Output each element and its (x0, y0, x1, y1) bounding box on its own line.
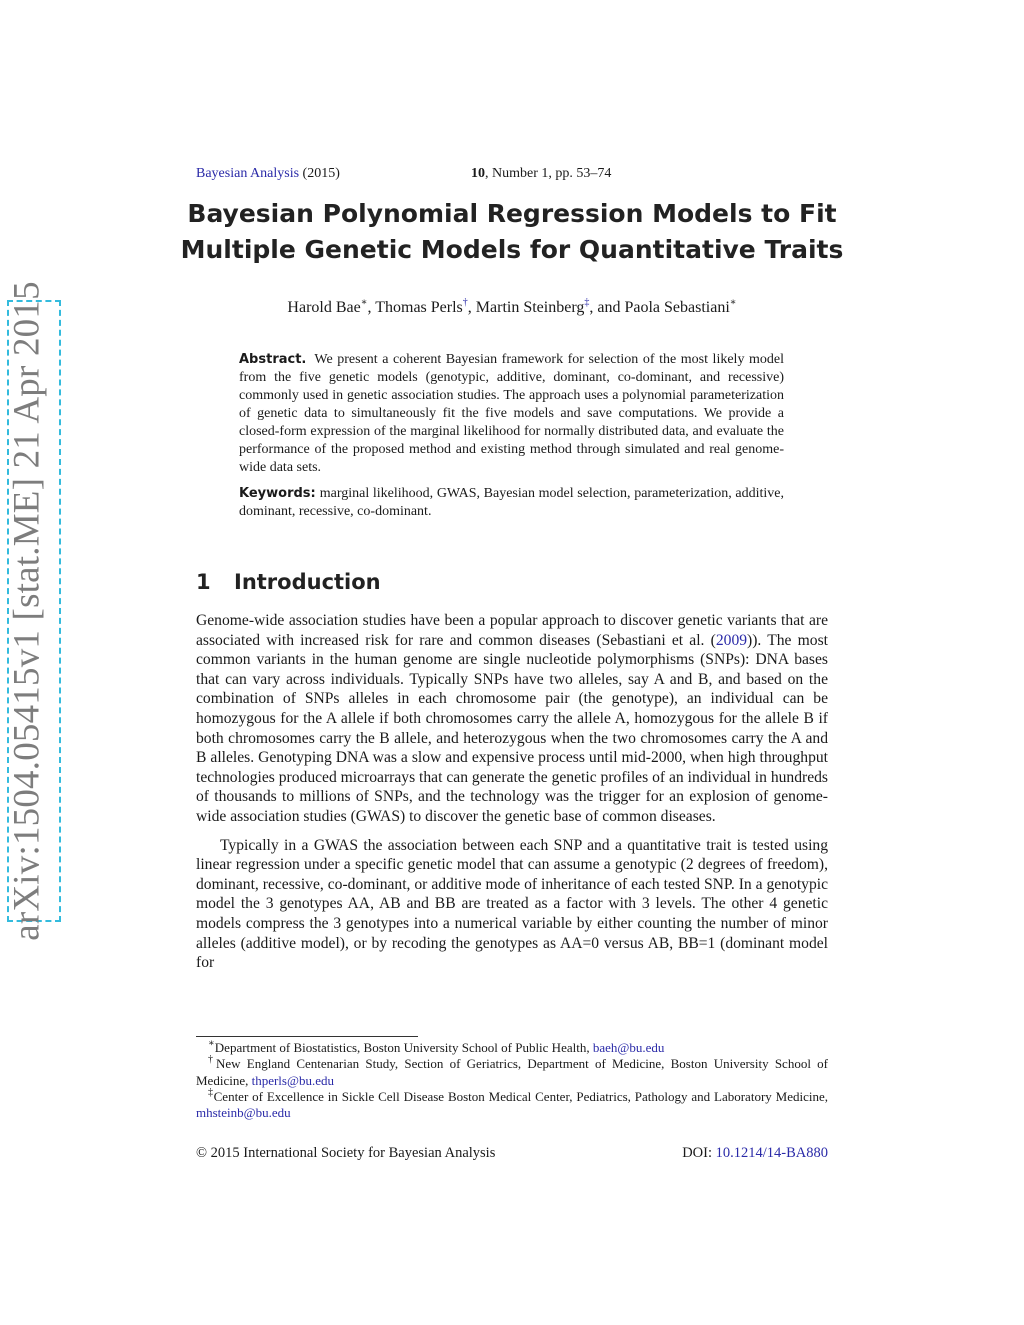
title-line-1: Bayesian Polynomial Regression Models to Fit (187, 199, 837, 228)
author-perls: , Thomas Perls (367, 299, 463, 316)
issue-pages: , Number 1, pp. 53–74 (485, 166, 612, 181)
section-title: Introduction (234, 570, 381, 594)
author-steinberg: , Martin Steinberg (467, 299, 585, 316)
paragraph-1-start: Genome-wide association studies have been a popular approach to discover genetic variants that are associated with increased risk for rare and common diseases (Sebastiani et al. ( (196, 612, 828, 649)
keywords-text: marginal likelihood, GWAS, Bayesian model selection, parameterization, additive, dominant, recessive, co-dominant. (239, 486, 784, 519)
author-bae-mark: ∗ (360, 296, 368, 308)
author-bae: Harold Bae (287, 299, 361, 316)
keywords-heading: Keywords: (239, 486, 316, 501)
footnote-3-mark: ‡ (208, 1086, 214, 1098)
email-link-perls[interactable]: thperls@bu.edu (251, 1072, 334, 1088)
footnote-3-text: Center of Excellence in Sickle Cell Disease Boston Medical Center, Pediatrics, Pathology and Laboratory Medicine, (213, 1088, 828, 1104)
abstract-block (239, 351, 784, 521)
section-number: 1 (196, 570, 211, 594)
paragraph-1 (196, 611, 828, 827)
volume-number: 10 (471, 166, 485, 181)
title-line-2: Multiple Genetic Models for Quantitative Traits (180, 235, 844, 264)
author-sebastiani: , and Paola Sebastiani (589, 299, 730, 316)
doi-label: DOI: (682, 1145, 716, 1161)
arxiv-stamp-text[interactable]: arXiv:1504.05415v1 [stat.ME] 21 Apr 2015 (6, 281, 48, 941)
footnote-rule (196, 1036, 418, 1037)
page-footer (196, 1145, 828, 1165)
journal-link[interactable]: Bayesian Analysis (196, 166, 300, 181)
email-link-bae[interactable]: baeh@bu.edu (592, 1040, 665, 1055)
doi-line (682, 1145, 828, 1162)
author-list (196, 296, 828, 317)
email-link-steinberg[interactable]: mhsteinb@bu.edu (196, 1105, 291, 1121)
section-heading (196, 570, 828, 594)
footnote-1-mark: ∗ (208, 1037, 215, 1049)
author-steinberg-mark[interactable]: ‡ (584, 296, 590, 308)
abstract-text: We present a coherent Bayesian framework for selection of the most likely model from the five genetic models (genotypic, additive, dominant, co-dominant, and recessive) commonly used in genetic association studies. The approach uses a polynomial parameterization of genetic data to simultaneously fit the five models and save computations. We provide a closed-form expression of the marginal likelihood for normally distributed data, and evaluate the performance of the proposed method and existing method through simulated and real genome-wide data sets. (239, 352, 784, 475)
journal-citation (196, 166, 340, 182)
footnote-2-text: New England Centenarian Study, Section of Geriatrics, Department of Medicine, Boston University School of Medicine, (196, 1056, 829, 1088)
author-sebastiani-mark: ∗ (729, 296, 737, 308)
body-text (196, 611, 828, 973)
footnote-1 (196, 1037, 828, 1056)
footnotes (196, 1037, 829, 1121)
volume-info (471, 166, 611, 182)
footnote-1-text: Department of Biostatistics, Boston University School of Public Health, (214, 1040, 593, 1055)
footnote-2-mark: † (208, 1053, 216, 1065)
paper-title (150, 196, 874, 268)
doi-link[interactable]: 10.1214/14-BA880 (715, 1145, 828, 1161)
running-header (196, 166, 828, 184)
paragraph-1-rest: )). The most common variants in the human genome are single nucleotide polymorphisms (SNPs): DNA bases that can vary across individuals. Typically SNPs have two alleles, say A and B, and based on the combination of SNPs alleles in each chromosome pair (the genotype), an individual can be homozygous for the A allele if both chromosomes carry the allele A, homozygous for the allele B if both chromosomes carry the B allele, and heterozygous when the two chromosomes carry the A and B alleles. Genotyping DNA was a slow and expensive process until mid-2000, when high throughput technologies produced microarrays that can generate the genetic profiles of an individual in hundreds of thousands to millions of SNPs, and the technology was the trigger for an explosion of genome-wide association studies (GWAS) to discover the genetic base of common diseases. (196, 631, 828, 825)
footnote-2 (196, 1053, 829, 1089)
citation-link[interactable]: 2009 (715, 631, 748, 649)
copyright-notice: © 2015 International Society for Bayesian Analysis (196, 1145, 496, 1161)
keywords-paragraph (239, 485, 784, 521)
footnote-3 (196, 1086, 828, 1122)
abstract-paragraph (239, 351, 784, 477)
abstract-heading: Abstract. (239, 352, 307, 367)
journal-year: (2015) (302, 166, 340, 181)
paragraph-2: Typically in a GWAS the association between each SNP and a quantitative trait is tested using linear regression under a specific genetic model that can assume a genotypic (2 degrees of freedom), dominant, recessive, co-dominant, or additive mode of inheritance of each tested SNP. In a genotypic model the 3 genotypes AA, AB and BB are treated as a factor with 3 levels. The other 4 genetic models compress the 3 genotypes into a numerical variable by either counting the number of minor alleles (additive model), or by recoding the genotypes as AA=0 versus AB, BB=1 (dominant model for (196, 836, 828, 972)
author-perls-mark[interactable]: † (462, 296, 468, 308)
